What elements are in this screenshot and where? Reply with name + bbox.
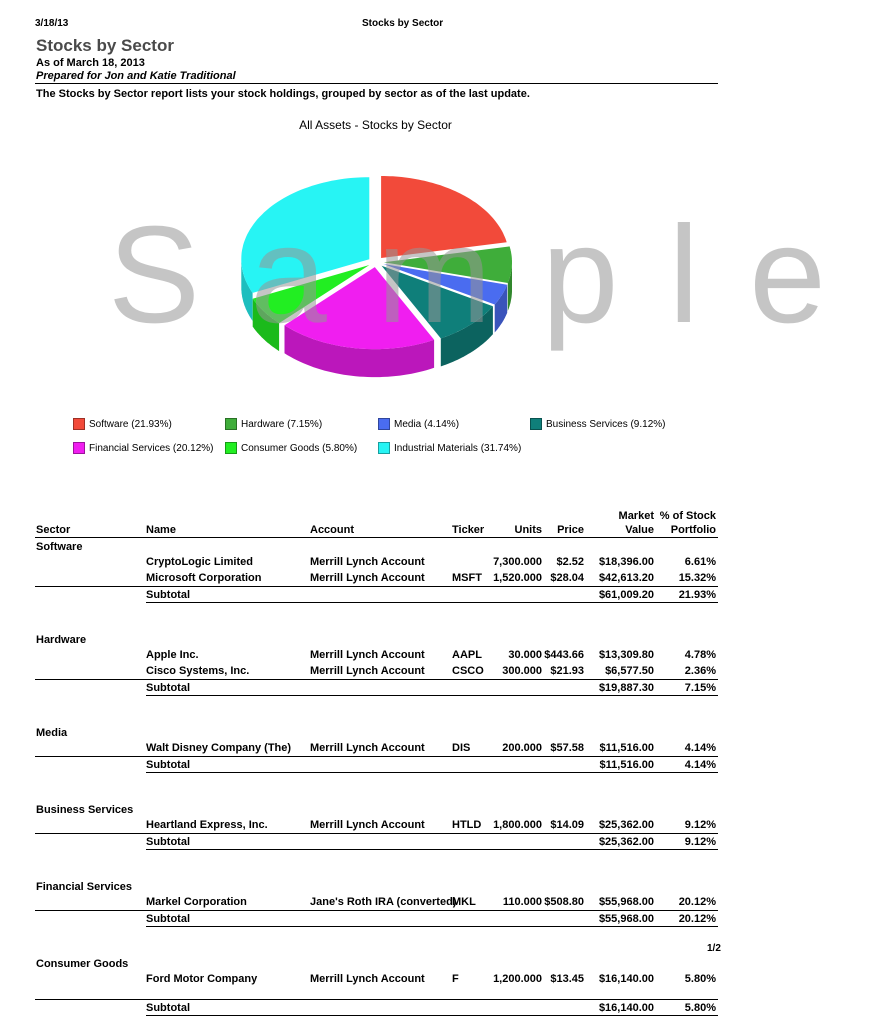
holding-name: CryptoLogic Limited <box>146 556 253 568</box>
holding-price: $21.93 <box>550 665 584 677</box>
page-title: Stocks by Sector <box>36 36 174 55</box>
subtotal-label: Subtotal <box>146 913 190 925</box>
legend-label: Media (4.14%) <box>394 418 460 430</box>
subtotal-pct: 5.80% <box>684 1002 716 1014</box>
sector-heading: Hardware <box>36 634 87 646</box>
holding-units: 7,300.000 <box>493 556 542 568</box>
header-units: Units <box>514 524 542 536</box>
holding-market-value: $42,613.20 <box>598 572 654 584</box>
holding-name: Ford Motor Company <box>146 973 258 985</box>
holding-account: Merrill Lynch Account <box>310 649 425 661</box>
holding-account: Merrill Lynch Account <box>310 742 425 754</box>
subtotal-divider <box>35 999 718 1000</box>
sector-heading: Consumer Goods <box>36 958 129 970</box>
legend-swatch <box>378 442 390 454</box>
subtotal-value: $55,968.00 <box>598 913 654 925</box>
holding-price: $2.52 <box>556 556 584 568</box>
holding-account: Merrill Lynch Account <box>310 973 425 985</box>
header-market-value: Market <box>618 510 654 522</box>
holding-units: 1,800.000 <box>493 819 542 831</box>
holding-market-value: $18,396.00 <box>598 556 654 568</box>
table-header-divider <box>35 537 718 538</box>
holding-name: Cisco Systems, Inc. <box>146 665 250 677</box>
legend-item <box>73 418 172 430</box>
holding-units: 30.000 <box>508 649 542 661</box>
header-sector: Sector <box>36 524 71 536</box>
holding-name: Heartland Express, Inc. <box>146 819 268 831</box>
legend-label: Hardware (7.15%) <box>241 418 323 430</box>
holding-account: Merrill Lynch Account <box>310 665 425 677</box>
holding-units: 110.000 <box>502 896 542 908</box>
holding-ticker: CSCO <box>452 665 484 677</box>
holding-ticker: MKL <box>452 896 476 908</box>
holding-pct: 9.12% <box>684 819 716 831</box>
subtotal-label: Subtotal <box>146 589 190 601</box>
holding-market-value: $6,577.50 <box>605 665 654 677</box>
legend-item <box>378 442 521 454</box>
header-portfolio: Portfolio <box>670 524 716 536</box>
subtotal-label: Subtotal <box>146 1002 190 1014</box>
report-date: 3/18/13 <box>35 18 69 29</box>
subtotal-value: $16,140.00 <box>598 1002 654 1014</box>
header-pct-stock: % of Stock <box>659 510 716 522</box>
subtotal-divider <box>35 679 718 680</box>
legend-item <box>225 418 322 430</box>
holding-pct: 4.78% <box>684 649 716 661</box>
subtotal-pct: 20.12% <box>678 913 716 925</box>
subtotal-label: Subtotal <box>146 836 190 848</box>
holding-market-value: $25,362.00 <box>598 819 654 831</box>
legend-swatch <box>225 418 237 430</box>
holding-account: Merrill Lynch Account <box>310 572 425 584</box>
holding-units: 300.000 <box>502 665 542 677</box>
holding-price: $508.80 <box>544 896 584 908</box>
holding-market-value: $16,140.00 <box>598 973 654 985</box>
sample-watermark: Sample <box>108 198 876 352</box>
holding-ticker: HTLD <box>452 819 482 831</box>
holding-ticker: F <box>452 973 459 985</box>
subtotal-underline <box>146 772 718 773</box>
legend-label: Business Services (9.12%) <box>546 418 666 430</box>
sector-heading: Media <box>36 727 68 739</box>
subtotal-divider <box>35 910 718 911</box>
legend-label: Consumer Goods (5.80%) <box>241 442 358 454</box>
legend-swatch <box>378 418 390 430</box>
holding-market-value: $55,968.00 <box>598 896 654 908</box>
holding-ticker: DIS <box>452 742 471 754</box>
holding-account: Jane's Roth IRA (converted) <box>310 896 457 908</box>
subtotal-pct: 9.12% <box>684 836 716 848</box>
legend-swatch <box>73 418 85 430</box>
holding-pct: 4.14% <box>684 742 716 754</box>
legend-label: Financial Services (20.12%) <box>89 442 214 454</box>
legend-item <box>378 418 459 430</box>
legend-swatch <box>530 418 542 430</box>
legend-item <box>530 418 666 430</box>
holding-name: Apple Inc. <box>146 649 199 661</box>
subtotal-label: Subtotal <box>146 759 190 771</box>
header-value: Value <box>625 524 654 536</box>
header-name: Name <box>146 524 176 536</box>
holding-price: $13.45 <box>550 973 584 985</box>
subtotal-value: $61,009.20 <box>598 589 654 601</box>
subtotal-underline <box>146 926 718 927</box>
sector-heading: Financial Services <box>36 881 132 893</box>
legend-item <box>73 442 214 454</box>
subtotal-divider <box>35 833 718 834</box>
page-header-title: Stocks by Sector <box>362 18 444 29</box>
holding-name: Markel Corporation <box>146 896 247 908</box>
sector-heading: Business Services <box>36 804 134 816</box>
holding-pct: 15.32% <box>678 572 716 584</box>
subtotal-divider <box>35 586 718 587</box>
holding-units: 200.000 <box>502 742 542 754</box>
holding-units: 1,200.000 <box>493 973 542 985</box>
page-number: 1/2 <box>707 943 721 954</box>
subtotal-value: $19,887.30 <box>598 682 654 694</box>
holding-account: Merrill Lynch Account <box>310 819 425 831</box>
subtotal-label: Subtotal <box>146 682 190 694</box>
sector-heading: Software <box>36 541 83 553</box>
holding-name: Walt Disney Company (The) <box>146 742 292 754</box>
legend-label: Industrial Materials (31.74%) <box>394 442 522 454</box>
subtotal-value: $25,362.00 <box>598 836 654 848</box>
header-price: Price <box>557 524 584 536</box>
legend-label: Software (21.93%) <box>89 418 172 430</box>
subtotal-underline <box>146 602 718 603</box>
holding-name: Microsoft Corporation <box>146 572 262 584</box>
holding-ticker: MSFT <box>452 572 482 584</box>
holding-pct: 20.12% <box>678 896 716 908</box>
holding-pct: 5.80% <box>684 973 716 985</box>
holding-price: $57.58 <box>550 742 584 754</box>
holding-market-value: $11,516.00 <box>599 742 654 754</box>
holding-pct: 2.36% <box>684 665 716 677</box>
holding-units: 1,520.000 <box>493 572 542 584</box>
as-of-date: As of March 18, 2013 <box>36 57 145 69</box>
subtotal-divider <box>35 756 718 757</box>
report-description: The Stocks by Sector report lists your stock holdings, grouped by sector as of the last update. <box>36 88 530 100</box>
holding-pct: 6.61% <box>684 556 716 568</box>
legend-swatch <box>225 442 237 454</box>
subtotal-underline <box>146 849 718 850</box>
holding-price: $14.09 <box>550 819 584 831</box>
holding-account: Merrill Lynch Account <box>310 556 425 568</box>
subtotal-pct: 4.14% <box>684 759 716 771</box>
subtotal-value: $11,516.00 <box>599 759 654 771</box>
holding-ticker: AAPL <box>452 649 482 661</box>
holding-price: $28.04 <box>550 572 584 584</box>
header-ticker: Ticker <box>452 524 485 536</box>
legend-item <box>225 442 357 454</box>
chart-title: All Assets - Stocks by Sector <box>299 118 452 132</box>
holding-market-value: $13,309.80 <box>598 649 654 661</box>
holding-price: $443.66 <box>544 649 584 661</box>
subtotal-pct: 21.93% <box>678 589 716 601</box>
subtotal-underline <box>146 695 718 696</box>
legend-swatch <box>73 442 85 454</box>
subtotal-pct: 7.15% <box>684 682 716 694</box>
header-account: Account <box>310 524 354 536</box>
prepared-for: Prepared for Jon and Katie Traditional <box>36 70 236 82</box>
